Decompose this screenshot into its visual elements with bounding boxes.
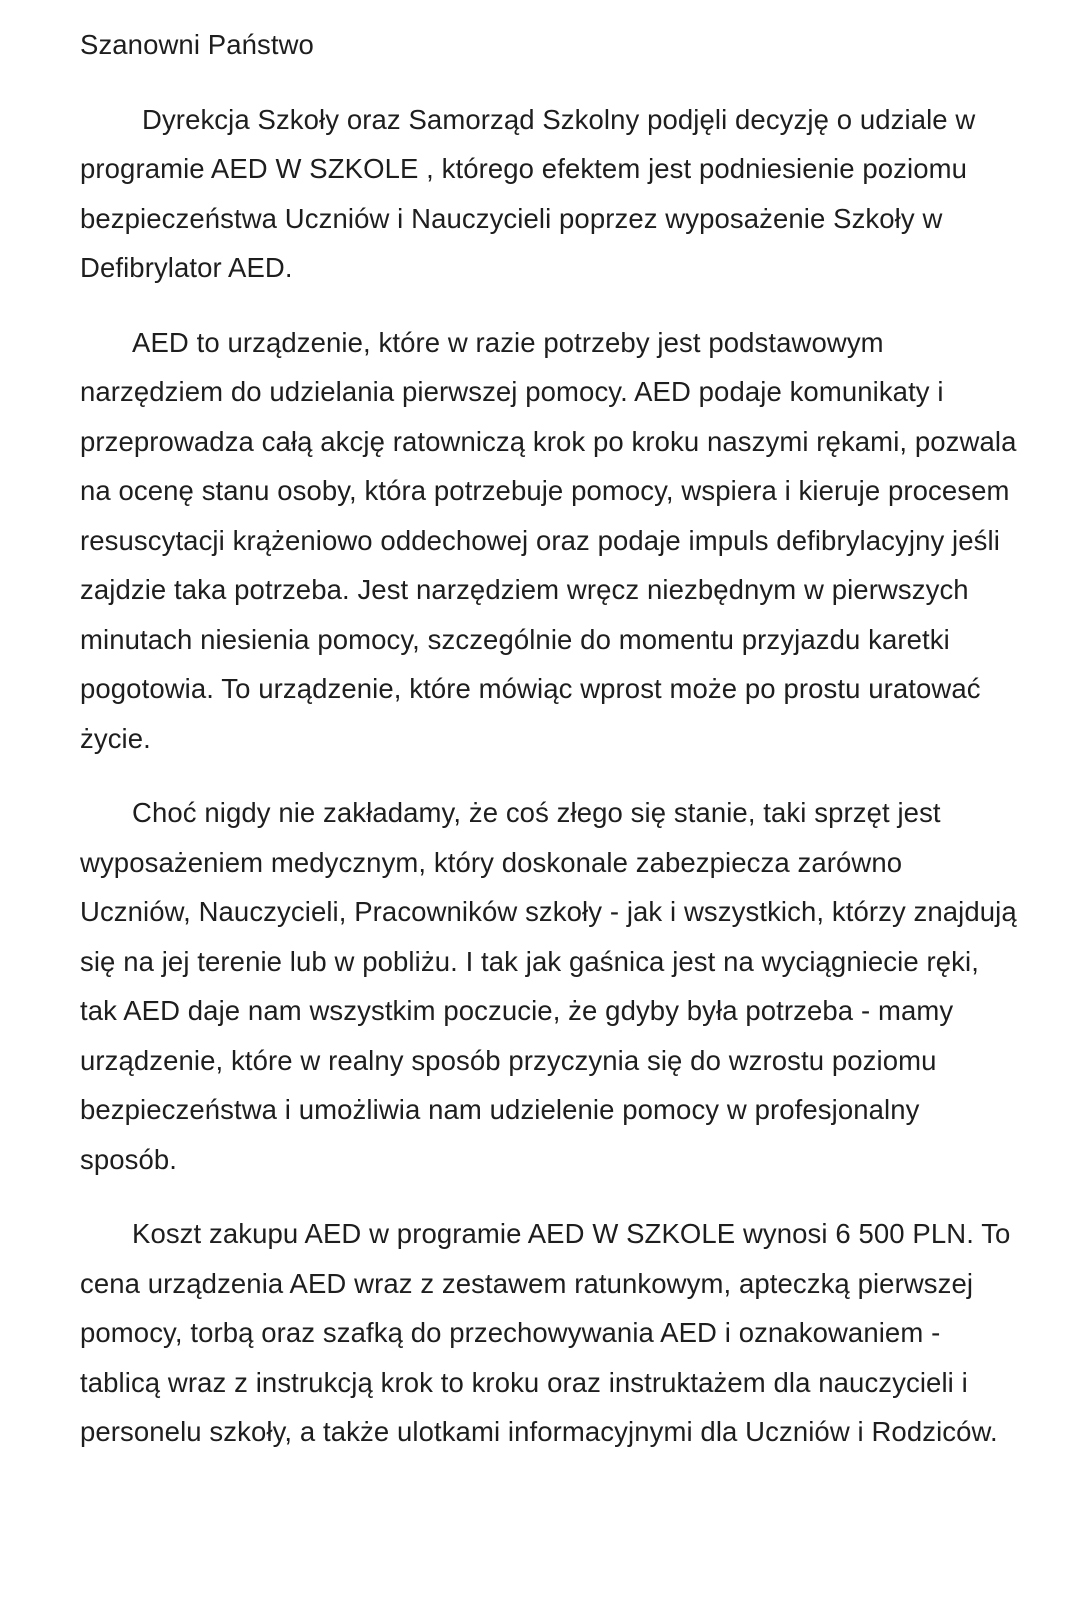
paragraph-aed-description: AED to urządzenie, które w razie potrzeby jest podstawowym narzędziem do udzielania pierwszej pomocy. AED podaje komunikaty i przeprowadza całą akcję ratowniczą krok po kroku naszymi rękami, pozwala na ocenę stanu osoby, która potrzebuje pomocy, wspiera i kieruje procesem resuscytacji krążeniowo oddechowej oraz podaje impuls defibrylacyjny jeśli zajdzie taka potrzeba. Jest narzędziem wręcz niezbędnym w pierwszych minutach niesienia pomocy, szczególnie do momentu przyjazdu karetki pogotowia. To urządzenie, które mówiąc wprost może po prostu uratować życie. xyxy=(80,326,1017,754)
paragraph-program-decision: Dyrekcja Szkoły oraz Samorząd Szkolny podjęli decyzję o udziale w programie AED W SZKOLE , którego efektem jest podniesienie poziomu bezpieczeństwa Uczniów i Nauczycieli poprzez wyposażenie Szkoły w Defibrylator AED. xyxy=(80,103,976,283)
salutation: Szanowni Państwo xyxy=(80,29,314,60)
paragraph-cost: Koszt zakupu AED w programie AED W SZKOLE wynosi 6 500 PLN. To cena urządzenia AED wraz z zestawem ratunkowym, apteczką pierwszej pomocy, torbą oraz szafką do przechowywania AED i oznakowaniem - tablicą wraz z instrukcją krok to kroku oraz instruktażem dla nauczycieli i personelu szkoły, a także ulotkami informacyjnymi dla Uczniów i Rodziców. xyxy=(80,1218,1011,1447)
paragraph-safety: Choć nigdy nie zakładamy, że coś złego się stanie, taki sprzęt jest wyposażeniem medycznym, który doskonale zabezpiecza zarówno Uczniów, Nauczycieli, Pracowników szkoły - jak i wszystkich, którzy znajdują się na jej terenie lub w pobliżu. I tak jak gaśnica jest na wyciągniecie ręki, tak AED daje nam wszystkim poczucie, że gdyby była potrzeba - mamy urządzenie, które w realny sposób przyczynia się do wzrostu poziomu bezpieczeństwa i umożliwia nam udzielenie pomocy w profesjonalny sposób. xyxy=(80,797,1017,1175)
letter-body xyxy=(80,20,1020,1457)
